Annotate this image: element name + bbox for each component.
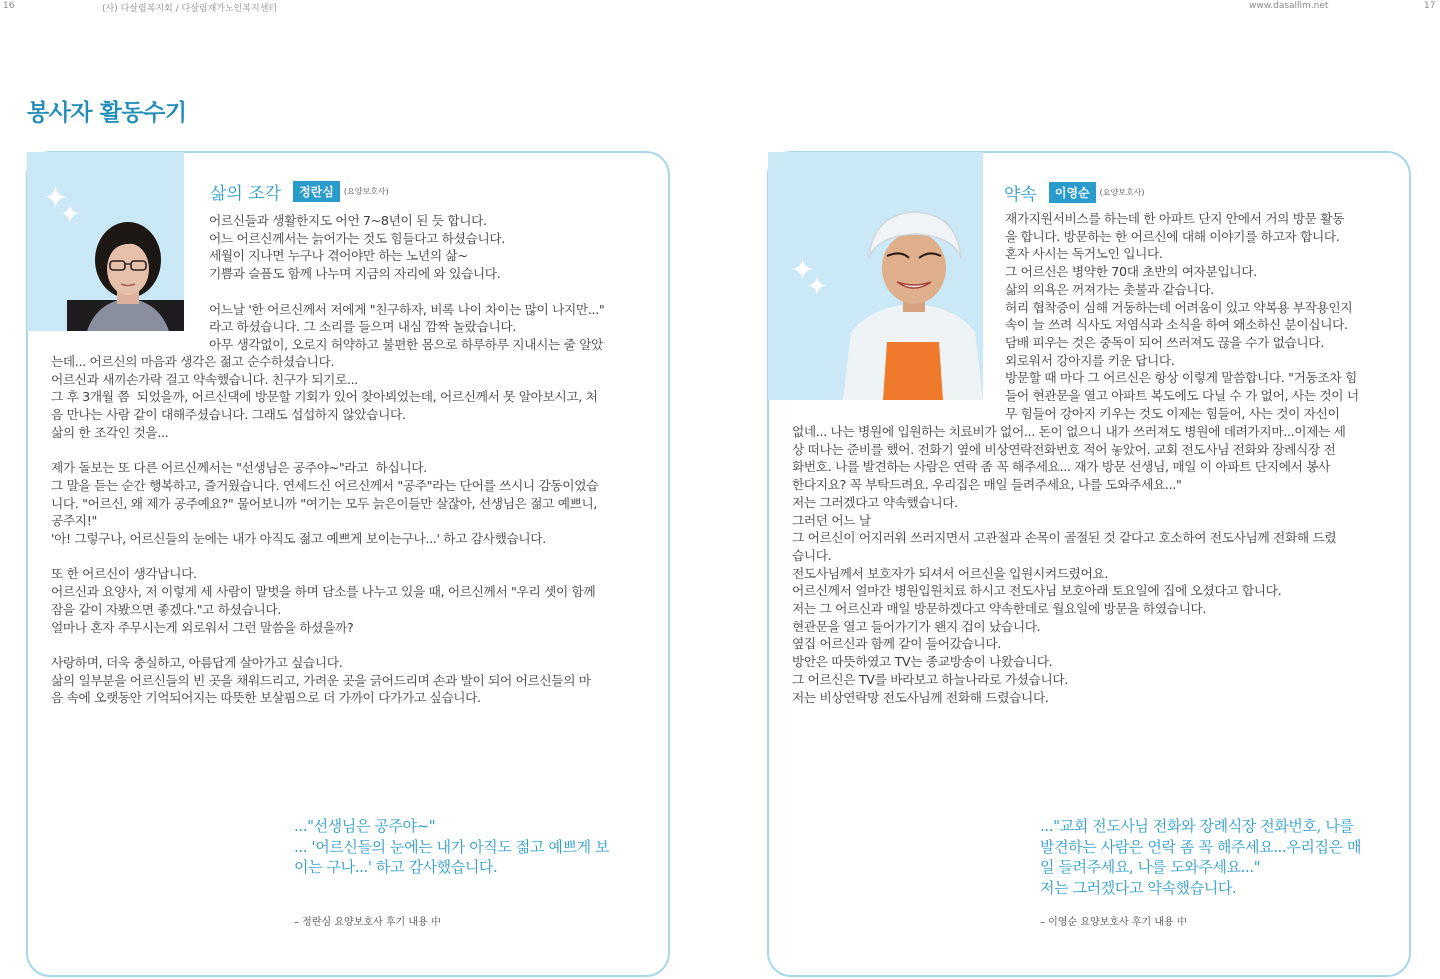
left-author-role: (요양보호사) [343, 187, 389, 196]
author-photo-jeong [67, 216, 184, 331]
left-quote-source: – 정란심 요양보호사 후기 내용 中 [294, 917, 441, 928]
left-photo-area [27, 152, 184, 331]
right-page-number: 17 [1424, 1, 1436, 11]
right-story-body: 없네... 나는 병원에 입원하는 치료비가 없어... 돈이 없으니 내가 쓰러져도 병원에 데려가지마...이제는 세 상 떠나는 준비를 했어. 전화기 옆에 비상연락전화번호 적어 놓았어. 교회 전도사님 전화와 장례식장 전 화번호. 나를 발견하는 사람은 연락 좀 꼭 해주세요... 재가 방문 선생님, 매일 이 아파트 단지에서 봉사 한다지요? 꼭 부탁드려요. 우리집은 매일 들려주세요, 나를 도와주세요..." 저는 그러겠다고 약속했습니다. 그러던 어느 날 그 어르신이 어지러워 쓰러지면서 고관절과 손목이 골절된 것 같다고 호소하여 전도사님께 전화해 드렸 습니다. 전도사님께서 보호자가 되셔서 어르신을 입원시켜드렸어요. 어르신께서 얼마간 병원입원치료 하시고 전도사님 보호아래 토요일에 집에 오셨다고 합니다. 저는 그 어르신과 매일 방문하겠다고 약속한데로 월요일에 방문을 하였습니다. 현관문을 열고 들어가기가 왠지 겁이 났습니다. 옆집 어르신과 함께 같이 들어갔습니다. 방안은 따뜻하였고 TV는 종교방송이 나왔습니다. 그 어르신은 TV를 바라보고 하늘나라로 가셨습니다. 저는 비상연락망 전도사님께 전화해 드렸습니다. [792, 424, 1346, 705]
left-pull-quote: ..."선생님은 공주야~" ... '어르신들의 눈에는 내가 아직도 젊고 예쁘게 보 이는 구나...' 하고 감사했습니다. [294, 817, 610, 876]
right-author-role: (요양보호사) [1099, 188, 1145, 197]
right-story-title: 약속 [1004, 185, 1037, 205]
left-story-heading [210, 179, 389, 204]
author-photo-lee [843, 206, 983, 400]
right-author-badge: 이영순 [1049, 182, 1096, 203]
left-story-intro: 어르신들과 생활한지도 어언 7~8년이 된 듯 합니다. 어느 어르신께서는 늙어가는 것도 힘들다고 하셨습니다. 세월이 지나면 누구나 겪어야만 하는 노년의 삶~ 기쁨과 슬픔도 함께 나누며 지금의 자리에 와 있습니다. 어느날 '한 어르신께서 저에게 "친구하자, 비록 나이 차이는 많이 나지만..." 라고 하셨습니다. 그 소리를 들으며 내심 깜짝 놀랐습니다. 아무 생각없이, 오로지 허약하고 불편한 몸으로 하루하루 지내시는 줄 알았 [209, 213, 605, 352]
right-quote-source: – 이영순 요양보호사 후기 내용 中 [1040, 917, 1187, 928]
left-header-org: (사) 다살림복지회 / 다살림재가노인복지센터 [102, 4, 278, 14]
right-story-heading [1004, 180, 1145, 205]
right-photo-area [768, 152, 983, 400]
sparkle-icon: ✦ [43, 181, 69, 216]
right-header-url: www.dasallim.net [1249, 1, 1329, 11]
right-story-intro: 재가지원서비스를 하는데 한 아파트 단지 안에서 거의 방문 활동 을 합니다. 방문하는 한 어르신에 대해 이야기를 하고자 합니다. 혼자 사시는 독거노인 입니다. 그 어르신은 병약한 70대 초반의 여자분입니다. 삶의 의욕은 꺼져가는 촛불과 같습니다. 허리 협착증이 심해 거동하는데 어려움이 있고 약복용 부작용인지 속이 늘 쓰려 식사도 저염식과 소식을 하여 왜소하신 분이십니다. 담배 피우는 것은 중독이 되어 쓰러져도 끊을 수가 없습니다. 외로워서 강아지를 키운 답니다. 방문할 때 마다 그 어르신은 항상 이렇게 말씀합니다. "거동조차 힘 들어 현관문을 열고 아파트 복도에도 다닐 수 가 없어, 사는 것이 너 무 힘들어 강아지 키우는 것도 이제는 힘들어, 사는 것이 자신이 [1005, 211, 1359, 421]
right-pull-quote: ..."교회 전도사님 전화와 장례식장 전화번호, 나를 발견하는 사람은 연락 좀 꼭 해주세요...우리집은 매 일 들려주세요, 나를 도와주세요..." 저는 그러겠다고 약속했습니다. [1040, 817, 1362, 897]
left-author-badge: 정란심 [293, 181, 340, 202]
sparkle-icon: ✦ [806, 272, 828, 302]
section-title: 봉사자 활동수기 [27, 100, 187, 126]
sparkle-icon: ✦ [790, 253, 816, 288]
left-story-title: 삶의 조각 [210, 184, 282, 204]
sparkle-icon: ✦ [59, 200, 81, 230]
left-story-body: 는데... 어르신의 마음과 생각은 젊고 순수하셨습니다. 어르신과 새끼손가락 걸고 약속했습니다. 친구가 되기로... 그 후 3개월 쯤 되었을까, 어르신댁에 방문할 기회가 있어 찾아뵈었는데, 어르신께서 못 알아보시고, 처 음 만나는 사람 같이 대해주셨습니다. 그래도 섭섭하지 않았습니다. 삶의 한 조각인 것을... 제가 돌보는 또 다른 어르신께서는 "선생님은 공주야~"라고 하십니다. 그 말을 듣는 순간 행복하고, 즐거웠습니다. 연세드신 어르신께서 "공주"라는 단어를 쓰시니 감동이었습 니다. "어르신, 왜 제가 공주예요?" 물어보니까 "여기는 모두 늙은이들만 살잖아, 선생님은 젊고 예쁘니, 공주지!" '아! 그렇구나, 어르신들의 눈에는 내가 아직도 젊고 예쁘게 보이는구나...' 하고 감사했습니다. 또 한 어르신이 생각납니다. 어르신과 요양사, 저 이렇게 세 사람이 말벗을 하며 담소를 나누고 있을 때, 어르신께서 "우리 셋이 함께 잠을 같이 자봤으면 좋겠다."고 하셨습니다. 얼마나 혼자 주무시는게 외로워서 그런 말씀을 하셨을까? 사랑하며, 더욱 충실하고, 아름답게 살아가고 싶습니다. 삶의 일부분을 어르신들의 빈 곳을 채워드리고, 가려운 곳을 긁어드리며 손과 발이 되어 어르신들의 마 음 속에 오랫동안 기억되어지는 따뜻한 보살핌으로 더 가까이 다가가고 싶습니다. [51, 354, 598, 706]
left-page-number: 16 [3, 1, 15, 11]
